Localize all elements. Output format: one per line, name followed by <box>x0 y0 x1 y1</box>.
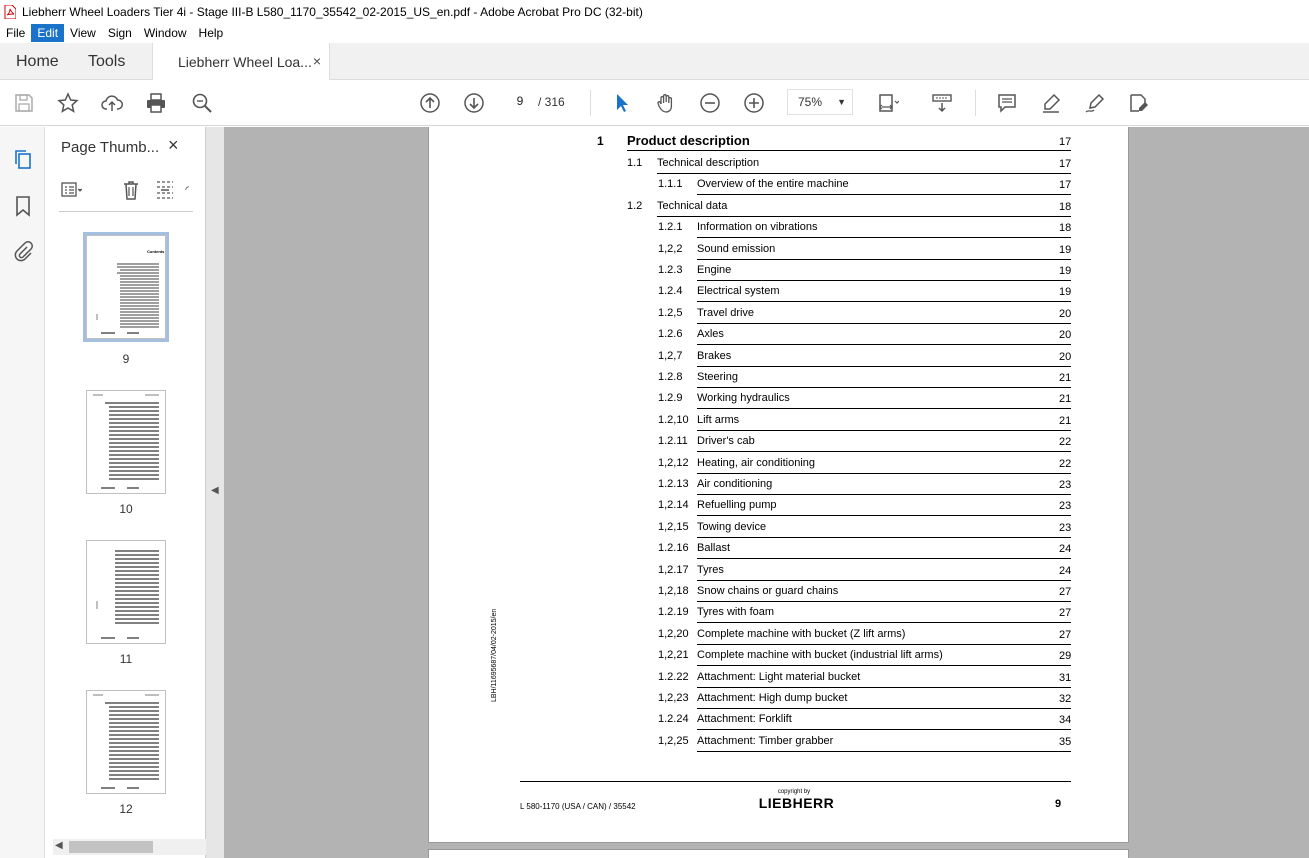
toc-entry-page: 19 <box>1059 286 1072 299</box>
next-pdf-page <box>428 849 1129 858</box>
document-side-code: LBH/11695687/04/02-2015/en <box>491 608 498 702</box>
toc-entry-number: 1,2,15 <box>658 520 689 533</box>
toc-underline <box>697 708 1071 709</box>
toc-entry-page: 18 <box>1059 200 1072 213</box>
menu-help[interactable]: Help <box>198 26 224 40</box>
toc-entry-title[interactable]: Technical data <box>657 199 728 212</box>
find-zoom-icon[interactable] <box>190 91 214 115</box>
toc-entry-page: 29 <box>1059 650 1072 663</box>
document-viewer[interactable] <box>224 127 1309 858</box>
toc-underline <box>657 173 1071 174</box>
zoom-out-icon[interactable] <box>698 91 722 115</box>
toc-entry-title[interactable]: Attachment: Timber grabber <box>697 734 834 747</box>
menu-bar <box>0 23 1309 43</box>
thumbnail-page-number: 12 <box>119 802 133 816</box>
toc-entry-title[interactable]: Electrical system <box>697 285 780 298</box>
tab-bar <box>0 43 1309 80</box>
toc-entry-title[interactable]: Complete machine with bucket (Z lift arms) <box>697 627 906 640</box>
page-thumbnail[interactable] <box>86 235 166 339</box>
toc-entry-title[interactable]: Attachment: Forklift <box>697 713 792 726</box>
toc-entry-title[interactable]: Snow chains or guard chains <box>697 585 839 597</box>
toolbar-divider <box>590 90 591 116</box>
toc-entry-page: 17 <box>1059 158 1072 170</box>
toc-entry-number: 1.2.24 <box>658 713 689 726</box>
toc-underline <box>697 558 1071 559</box>
toc-entry-title[interactable]: Towing device <box>697 520 767 533</box>
toc-chapter-title[interactable]: Product description <box>627 133 750 148</box>
toc-entry-title[interactable]: Ballast <box>697 542 731 555</box>
toc-entry-title[interactable]: Technical description <box>657 157 760 169</box>
toc-entry-number: 1,2,7 <box>658 349 683 362</box>
toc-entry-page: 21 <box>1059 372 1072 384</box>
cloud-upload-icon[interactable] <box>100 91 124 115</box>
tab-document[interactable] <box>152 43 330 81</box>
toc-underline <box>697 580 1071 581</box>
toc-entry-title[interactable]: Tyres <box>697 563 724 576</box>
chevron-down-icon: ▼ <box>837 97 846 107</box>
toc-entry-page: 21 <box>1059 393 1072 406</box>
toc-underline <box>697 344 1071 345</box>
footer-rule <box>520 781 1071 782</box>
toc-underline <box>697 194 1071 195</box>
attachments-icon[interactable] <box>11 239 35 263</box>
menu-edit[interactable]: Edit <box>31 24 64 42</box>
thumbnail-preview <box>87 236 165 338</box>
toc-entry-title[interactable]: Axles <box>697 328 724 341</box>
toc-entry-page: 19 <box>1059 265 1072 277</box>
left-rail <box>0 127 45 858</box>
toolbar-divider <box>975 90 976 116</box>
toc-underline <box>697 751 1071 752</box>
toc-entry-title[interactable]: Tyres with foam <box>697 606 775 619</box>
title-bar <box>0 0 1309 23</box>
toc-entry-number: 1.1.1 <box>658 178 683 191</box>
thumbnail-page-number: 10 <box>119 502 133 516</box>
thumbnail-panel <box>45 127 206 858</box>
toc-entry-page: 20 <box>1059 350 1072 363</box>
scroll-thumb[interactable] <box>69 841 153 853</box>
next-page-icon[interactable] <box>462 91 486 115</box>
toc-entry-title[interactable]: Driver's cab <box>697 435 755 448</box>
footer-model: L 580-1170 (USA / CAN) / 35542 <box>520 802 636 811</box>
toc-underline <box>697 515 1071 516</box>
toc-entry-title[interactable]: Information on vibrations <box>697 221 818 234</box>
print-icon[interactable] <box>144 91 168 115</box>
scroll-left-icon[interactable]: ◀ <box>55 840 63 851</box>
toc-entry-number: 1.2.3 <box>658 264 683 276</box>
page-thumbnail[interactable] <box>86 690 166 794</box>
toc-underline <box>697 644 1071 645</box>
hand-tool-icon[interactable] <box>654 91 678 115</box>
toc-entry-page: 24 <box>1059 543 1072 556</box>
toc-entry-number: 1.2.11 <box>658 435 688 448</box>
panel-collapse-handle[interactable] <box>206 127 224 858</box>
toc-entry-page: 27 <box>1059 607 1072 620</box>
thumbnail-page-number: 11 <box>119 652 133 666</box>
toc-entry-title[interactable]: Brakes <box>697 349 732 362</box>
previous-page-icon[interactable] <box>418 91 442 115</box>
toc-entry-number: 1,2,18 <box>658 585 689 597</box>
toc-entry-page: 19 <box>1059 243 1072 256</box>
toc-underline <box>697 323 1071 324</box>
toc-entry-number: 1,2,2 <box>658 242 683 255</box>
liebherr-logo: LIEBHERR <box>758 795 835 811</box>
highlight-pen-icon[interactable] <box>1039 91 1063 115</box>
close-tab-icon[interactable]: × <box>312 53 321 69</box>
page-thumbnail[interactable] <box>86 390 166 494</box>
toc-entry-page: 27 <box>1059 628 1072 641</box>
toc-entry-number: 1.2.8 <box>658 371 683 383</box>
toc-underline <box>697 430 1071 431</box>
toc-entry-page: 34 <box>1059 714 1072 727</box>
toc-entry-page: 24 <box>1059 564 1072 577</box>
toc-entry-title[interactable]: Overview of the entire machine <box>697 178 849 191</box>
toc-entry-title[interactable]: Engine <box>697 264 732 276</box>
toc-underline <box>697 408 1071 409</box>
toc-entry-number: 1.2.1 <box>658 221 683 234</box>
toc-entry-title[interactable]: Steering <box>697 371 738 383</box>
select-cursor-icon[interactable] <box>610 91 634 115</box>
toc-entry-page: 20 <box>1059 329 1072 342</box>
toc-entry-title[interactable]: Complete machine with bucket (industrial lift arms) <box>697 649 943 662</box>
zoom-in-icon[interactable] <box>742 91 766 115</box>
thumbnail-page-number: 9 <box>122 352 130 366</box>
collapse-left-icon[interactable]: ◀ <box>211 485 219 496</box>
toc-entry-number: 1.2.16 <box>658 542 689 555</box>
pdf-page <box>428 127 1129 843</box>
toc-entry-number: 1,2.17 <box>658 563 689 576</box>
toc-entry-number: 1,2,23 <box>658 692 689 704</box>
menu-view[interactable]: View <box>70 26 96 40</box>
bookmarks-icon[interactable] <box>11 194 35 218</box>
toc-entry-number: 1.2.13 <box>658 478 689 490</box>
toc-entry-number: 1.2 <box>627 199 643 212</box>
toc-entry-number: 1,2,25 <box>658 734 689 747</box>
menu-file[interactable]: File <box>6 26 26 40</box>
toc-entry-number: 1,2.14 <box>658 499 689 512</box>
page-total-label: / 316 <box>538 95 565 109</box>
toc-underline <box>627 150 1071 151</box>
toc-underline <box>697 259 1071 260</box>
toc-entry-number: 1.2.9 <box>658 392 683 405</box>
tab-tools[interactable]: Tools <box>88 53 126 70</box>
comment-icon[interactable] <box>995 91 1019 115</box>
toc-entry-title[interactable]: Lift arms <box>697 413 740 426</box>
toc-entry-title[interactable]: Refuelling pump <box>697 499 777 512</box>
toc-entry-title[interactable]: Working hydraulics <box>697 392 790 405</box>
toc-chapter-page: 17 <box>1059 136 1072 148</box>
toc-entry-page: 23 <box>1059 500 1072 513</box>
toc-entry-page: 23 <box>1059 479 1072 491</box>
trash-icon[interactable] <box>119 178 143 202</box>
zoom-select[interactable] <box>787 89 853 115</box>
toc-entry-number: 1,2,20 <box>658 627 689 640</box>
toc-entry-page: 35 <box>1059 735 1072 748</box>
toc-underline <box>697 601 1071 602</box>
rotate-page-icon[interactable] <box>183 178 195 202</box>
menu-sign[interactable]: Sign <box>107 26 132 40</box>
acrobat-pdf-icon <box>4 5 16 19</box>
page-number-input[interactable] <box>507 89 533 113</box>
toc-entry-title[interactable]: Travel drive <box>697 306 755 319</box>
toc-entry-number: 1.2.22 <box>658 670 689 683</box>
toc-underline <box>697 687 1071 688</box>
panel-title: Page Thumb... <box>61 139 160 156</box>
toc-underline <box>697 622 1071 623</box>
window-title: Liebherr Wheel Loaders Tier 4i - Stage III-B L580_1170_35542_02-2015_US_en.pdf - Adobe Acrobat Pro DC (32-bit) <box>22 4 643 19</box>
toc-underline <box>697 387 1071 388</box>
toc-entry-number: 1.2.4 <box>658 285 683 298</box>
panel-divider <box>59 211 193 212</box>
menu-window[interactable]: Window <box>143 26 187 40</box>
toc-entry-number: 1.1 <box>627 157 643 169</box>
toc-entry-title[interactable]: Attachment: Light material bucket <box>697 670 861 683</box>
toc-entry-page: 20 <box>1059 307 1072 320</box>
thumbnail-preview <box>87 691 165 793</box>
save-icon[interactable] <box>12 91 36 115</box>
toc-underline <box>697 537 1071 538</box>
toc-underline <box>697 366 1071 367</box>
toc-entry-page: 17 <box>1059 179 1072 192</box>
bookmark-star-icon[interactable] <box>56 91 80 115</box>
toc-entry-page: 32 <box>1059 693 1072 705</box>
toc-entry-number: 1,2,12 <box>658 456 689 469</box>
options-menu-icon[interactable] <box>59 178 83 202</box>
thumbnail-preview <box>87 541 165 643</box>
close-panel-icon[interactable]: × <box>168 135 179 155</box>
thumbnail-horizontal-scrollbar[interactable] <box>53 839 225 855</box>
toc-underline <box>697 237 1071 238</box>
page-thumbnails-icon[interactable] <box>11 147 35 171</box>
toc-entry-number: 1.2,10 <box>658 413 689 426</box>
toc-chapter-number: 1 <box>597 134 604 148</box>
toc-entry-number: 1.2.6 <box>658 328 683 341</box>
footer-copyright: copyright by <box>777 789 811 795</box>
toc-underline <box>697 473 1071 474</box>
toc-entry-page: 23 <box>1059 521 1072 534</box>
extract-pages-icon[interactable] <box>153 178 177 202</box>
toc-underline <box>697 280 1071 281</box>
toc-underline <box>697 301 1071 302</box>
thumbnail-preview <box>87 391 165 493</box>
tab-document-label: Liebherr Wheel Loa... <box>178 54 312 70</box>
draw-sign-icon[interactable] <box>1083 91 1107 115</box>
toc-entry-title[interactable]: Attachment: High dump bucket <box>697 692 848 704</box>
toc-entry-title[interactable]: Heating, air conditioning <box>697 456 816 469</box>
zoom-value: 75% <box>798 95 823 109</box>
toc-underline <box>657 216 1071 217</box>
toc-entry-page: 31 <box>1059 671 1072 684</box>
panel-toolbar <box>55 177 195 203</box>
toc-underline <box>697 494 1071 495</box>
page-thumbnail[interactable] <box>86 540 166 644</box>
toc-entry-page: 22 <box>1059 436 1072 449</box>
fill-sign-icon[interactable] <box>1127 91 1151 115</box>
toc-entry-page: 27 <box>1059 586 1072 598</box>
page-fit-icon[interactable] <box>876 91 900 115</box>
scroll-mode-icon[interactable] <box>930 91 954 115</box>
toc-underline <box>697 665 1071 666</box>
toc-entry-title[interactable]: Air conditioning <box>697 478 773 490</box>
svg-text:Contents: Contents <box>147 249 165 254</box>
toc-entry-page: 18 <box>1059 222 1072 235</box>
toc-entry-number: 1,2,21 <box>658 649 689 662</box>
toc-entry-number: 1.2.19 <box>658 606 689 619</box>
toc-entry-title[interactable]: Sound emission <box>697 242 776 255</box>
footer-page-number: 9 <box>1055 798 1062 810</box>
toc-entry-page: 22 <box>1059 457 1072 470</box>
toc-entry-number: 1.2,5 <box>658 306 683 319</box>
tab-home[interactable]: Home <box>16 53 59 70</box>
toolbar <box>0 80 1309 126</box>
toc-entry-page: 21 <box>1059 414 1072 427</box>
toc-underline <box>697 729 1071 730</box>
toc-underline <box>697 451 1071 452</box>
